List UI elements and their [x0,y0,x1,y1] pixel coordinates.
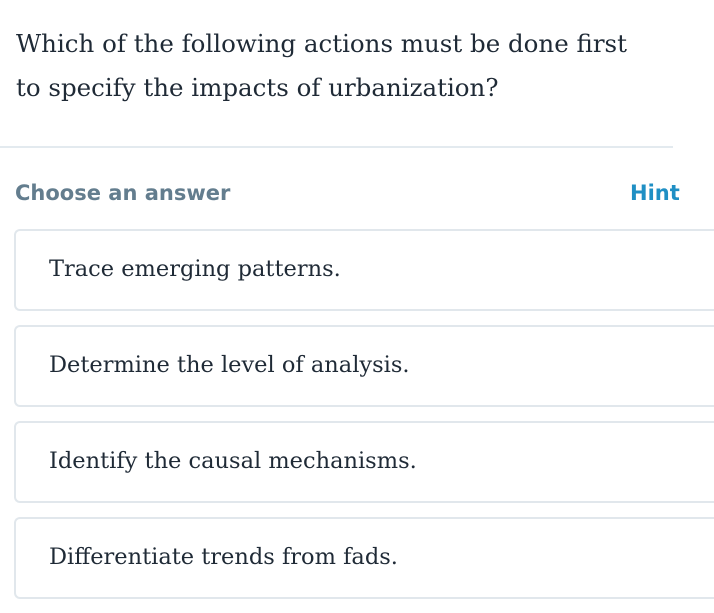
answer-option-text: Determine the level of analysis. [49,352,410,378]
answer-option-text: Trace emerging patterns. [49,256,341,282]
answer-option-text: Identify the causal mechanisms. [49,448,417,474]
choose-answer-label: Choose an answer [15,181,231,205]
question-text: Which of the following actions must be done first to specify the impacts of urbanization? [16,29,627,102]
answer-options-list [14,229,714,613]
answer-option-4[interactable] [14,517,714,599]
answer-option-text: Differentiate trends from fads. [49,544,398,570]
answer-option-2[interactable] [14,325,714,407]
hint-button[interactable]: Hint [630,181,680,205]
answer-option-3[interactable] [14,421,714,503]
section-divider [0,146,673,148]
answer-option-1[interactable] [14,229,714,311]
